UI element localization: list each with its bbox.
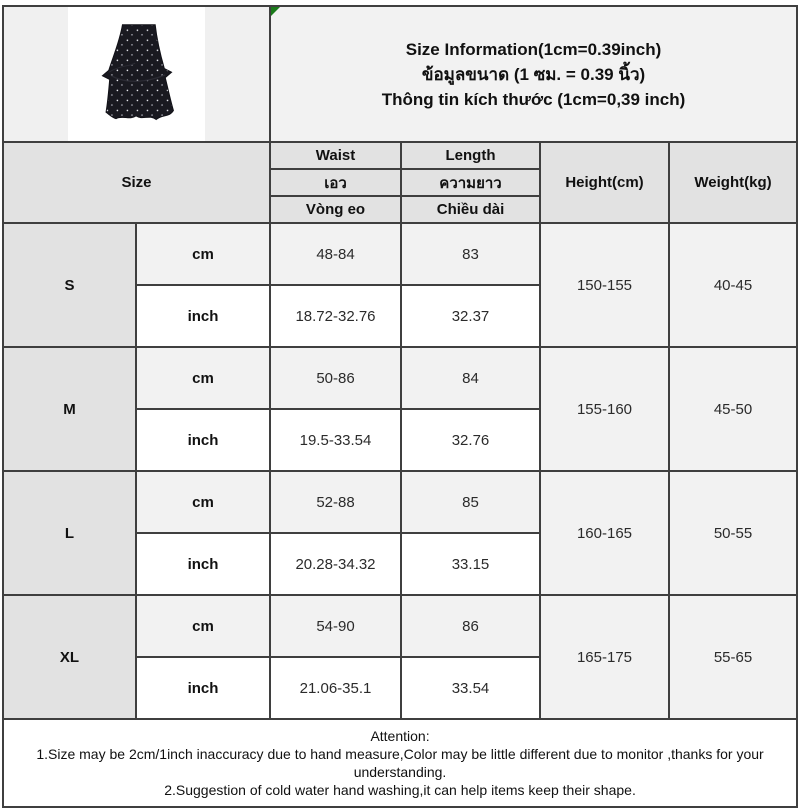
- banner-title-cell: [270, 6, 797, 142]
- unit-label-inch: inch: [136, 409, 270, 471]
- table-row-l-cm: [3, 471, 797, 533]
- unit-label-cm: cm: [136, 347, 270, 409]
- height-value: 150-155: [540, 223, 669, 347]
- length-inch-value: 32.37: [401, 285, 540, 347]
- weight-value: 55-65: [669, 595, 797, 719]
- banner-title-english: Size Information(1cm=0.39inch): [405, 39, 662, 59]
- unit-label-cm: cm: [136, 223, 270, 285]
- length-inch-value: 33.54: [401, 657, 540, 719]
- column-header-size: Size: [3, 142, 270, 223]
- height-value: 160-165: [540, 471, 669, 595]
- size-label-s: S: [3, 223, 136, 347]
- column-header-waist-en: Waist: [270, 142, 401, 169]
- height-value: 165-175: [540, 595, 669, 719]
- weight-value: 45-50: [669, 347, 797, 471]
- unit-label-inch: inch: [136, 533, 270, 595]
- height-value: 155-160: [540, 347, 669, 471]
- weight-value: 50-55: [669, 471, 797, 595]
- attention-note-cell: [3, 719, 797, 807]
- column-header-height: Height(cm): [540, 142, 669, 223]
- column-header-length-en: Length: [401, 142, 540, 169]
- length-inch-value: 33.15: [401, 533, 540, 595]
- table-row-xl-cm: [3, 595, 797, 657]
- banner-row: [3, 6, 797, 142]
- size-label-m: M: [3, 347, 136, 471]
- column-header-weight: Weight(kg): [669, 142, 797, 223]
- waist-inch-value: 18.72-32.76: [270, 285, 401, 347]
- attention-row: [3, 719, 797, 807]
- unit-label-inch: inch: [136, 285, 270, 347]
- unit-label-cm: cm: [136, 595, 270, 657]
- unit-label-inch: inch: [136, 657, 270, 719]
- waist-inch-value: 19.5-33.54: [270, 409, 401, 471]
- banner-title-thai: ข้อมูลขนาด (1 ซม. = 0.39 นิ้ว): [421, 64, 646, 84]
- column-header-length-vi: Chiều dài: [401, 196, 540, 223]
- waist-inch-value: 20.28-34.32: [270, 533, 401, 595]
- banner-title-vietnamese: Thông tin kích thước (1cm=0,39 inch): [381, 89, 686, 109]
- length-cm-value: 83: [401, 223, 540, 285]
- waist-cm-value: 48-84: [270, 223, 401, 285]
- length-cm-value: 85: [401, 471, 540, 533]
- attention-line-2: 2.Suggestion of cold water hand washing,it can help items keep their shape.: [164, 782, 636, 798]
- waist-cm-value: 54-90: [270, 595, 401, 657]
- cell-corner-marker-icon: [271, 7, 280, 16]
- size-label-l: L: [3, 471, 136, 595]
- column-header-waist-vi: Vòng eo: [270, 196, 401, 223]
- column-header-waist-th: เอว: [270, 169, 401, 196]
- attention-line-1: 1.Size may be 2cm/1inch inaccuracy due to hand measure,Color may be little different due to monitor ,thanks for your understanding.: [36, 746, 764, 780]
- product-photo: [68, 7, 205, 141]
- size-chart-sheet: [2, 5, 796, 808]
- length-cm-value: 84: [401, 347, 540, 409]
- waist-cm-value: 52-88: [270, 471, 401, 533]
- attention-title: Attention:: [370, 728, 430, 744]
- size-label-xl: XL: [3, 595, 136, 719]
- column-header-length-th: ความยาว: [401, 169, 540, 196]
- waist-cm-value: 50-86: [270, 347, 401, 409]
- length-cm-value: 86: [401, 595, 540, 657]
- polka-dot-skirt-image: [75, 15, 199, 133]
- weight-value: 40-45: [669, 223, 797, 347]
- table-row-s-cm: [3, 223, 797, 285]
- product-photo-cell: [3, 6, 270, 142]
- unit-label-cm: cm: [136, 471, 270, 533]
- size-chart-table: [2, 5, 798, 808]
- table-row-m-cm: [3, 347, 797, 409]
- header-row-1: [3, 142, 797, 169]
- length-inch-value: 32.76: [401, 409, 540, 471]
- waist-inch-value: 21.06-35.1: [270, 657, 401, 719]
